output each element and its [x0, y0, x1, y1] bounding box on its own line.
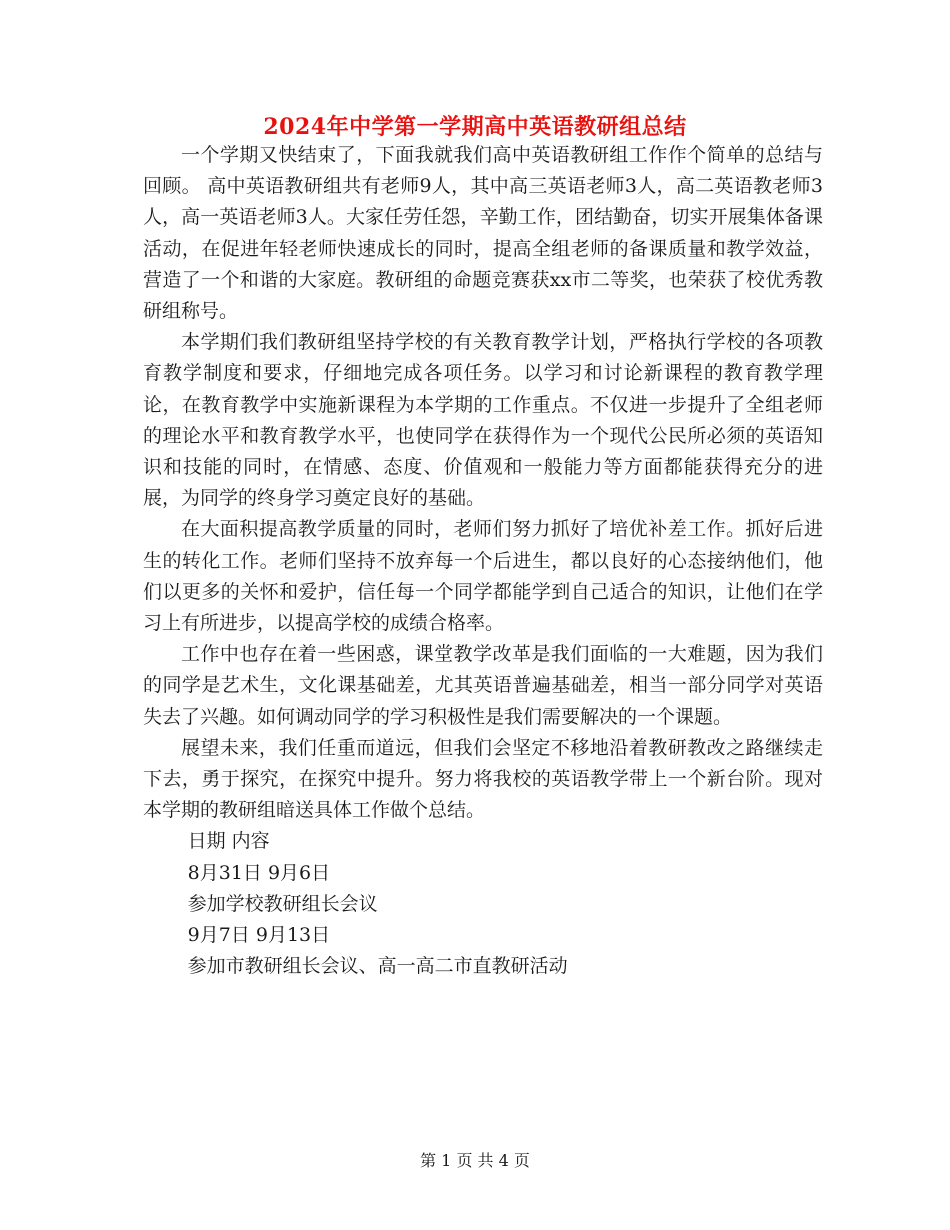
- paragraph-intro: 一个学期又快结束了，下面我就我们高中英语教研组工作作个简单的总结与回顾。 高中英语教研组共有老师9人，其中高三英语老师3人，高二英语教老师3人，高一英语老师3人。大家任劳任怨，辛勤工作，团结勤奋，切实开展集体备课活动，在促进年轻老师快速成长的同时，提高全组老师的备课质量和教学效益，营造了一个和谐的大家庭。教研组的命题竞赛获xx市二等奖，也荣获了校优秀教研组称号。: [143, 144, 823, 323]
- paragraph-outlook: 展望未来，我们任重而道远，但我们会坚定不移地沿着教研教改之路继续走下去，勇于探究，在探究中提升。努力将我校的英语教学带上一个新台阶。现对本学期的教研组暗送具体工作做个总结。: [143, 736, 823, 822]
- document-title: 2024年中学第一学期高中英语教研组总结: [263, 114, 687, 140]
- schedule-list: [143, 826, 823, 982]
- document-body: [143, 140, 823, 982]
- schedule-date: 8月31日 9月6日: [187, 861, 331, 884]
- schedule-item: 参加学校教研组长会议: [187, 892, 378, 915]
- paragraph-quality: 在大面积提高教学质量的同时，老师们努力抓好了培优补差工作。抓好后进生的转化工作。老师们坚持不放弃每一个后进生，都以良好的心态接纳他们，他们以更多的关怀和爱护，信任每一个同学都能学到自己适合的知识，让他们在学习上有所进步，以提高学校的成绩合格率。: [143, 518, 823, 635]
- schedule-item: 参加市教研组长会议、高一高二市直教研活动: [187, 955, 568, 978]
- paragraph-plan: 本学期们我们教研组坚持学校的有关教育教学计划，严格执行学校的各项教育教学制度和要求，仔细地完成各项任务。以学习和讨论新课程的教育教学理论，在教育教学中实施新课程为本学期的工作重点。不仅进一步提升了全组老师的理论水平和教育教学水平，也使同学在获得作为一个现代公民所必须的英语知识和技能的同时，在情感、态度、价值观和一般能力等方面都能获得充分的进展，为同学的终身学习奠定良好的基础。: [143, 331, 823, 510]
- schedule-date: 9月7日 9月13日: [187, 924, 331, 947]
- paragraph-challenges: 工作中也存在着一些困惑，课堂教学改革是我们面临的一大难题，因为我们的同学是艺术生，文化课基础差，尤其英语普遍基础差，相当一部分同学对英语失去了兴趣。如何调动同学的学习积极性是我们需要解决的一个课题。: [143, 643, 823, 728]
- schedule-header: 日期 内容: [187, 830, 270, 853]
- page-footer: 第 1 页 共 4 页: [420, 1151, 530, 1170]
